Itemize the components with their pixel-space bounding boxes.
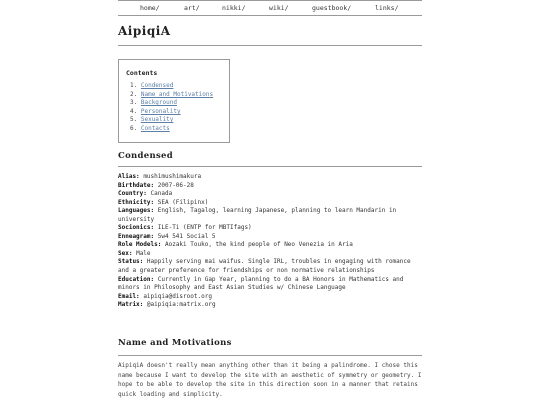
fact-value: Currently in Gap Year, planning to do a BA Honors in Mathematics and minors in Philosophy and East Asian Studies w/ Chinese Language [118, 275, 404, 292]
fact-value: Happily serving mai waifus. Single IRL, troubles in engaging with romance and a greater preference for friendships or non normative relationships [118, 258, 411, 275]
fact-birthdate [118, 182, 422, 191]
page-title: AipiqiA [118, 24, 171, 38]
toc-item [130, 99, 213, 108]
toc-list [130, 82, 213, 134]
toc-item-number: 3. [130, 99, 138, 107]
fact-socionics [118, 224, 422, 233]
fact-value: Male [136, 249, 151, 257]
toc-link-condensed[interactable]: Condensed [140, 82, 174, 89]
fact-label: Education: [118, 275, 155, 283]
toc-item [130, 108, 213, 117]
toc-item-number: 6. [130, 124, 138, 132]
toc-link-name-motivations[interactable]: Name and Motivations [140, 90, 214, 98]
fact-value: English, Tagalog, learning Japanese, planning to learn Mandarin in university [118, 207, 397, 223]
fact-enneagram [118, 233, 422, 242]
fact-label: Sex: [118, 249, 133, 257]
fact-value: 5w4 541 Social 5 [157, 232, 216, 240]
fact-value: 2007-06-28 [157, 181, 194, 189]
toc-item [130, 125, 213, 134]
fact-status [118, 258, 422, 275]
section-heading-name-motivations: Name and Motivations [118, 338, 232, 348]
name-motivations-paragraph: AipiqiA doesn't really mean anything other than it being a palindrome. I chose this name because I want to develop the site with an aesthetic of symmetry or geometry. I hope to be able to develop the site in this direction soon in a manner that retains quick loading and simplicity. [118, 362, 422, 398]
fact-value: Aozaki Touko, the kind people of Neo Venezia in Aria [164, 241, 353, 249]
nav-link-nikki[interactable]: nikki/ [222, 4, 246, 12]
fact-sex [118, 250, 422, 259]
toc-item-number: 5. [130, 116, 138, 124]
toc-link-personality[interactable]: Personality [140, 107, 181, 115]
fact-value: ILE-Ti (ENTP for MBTIfags) [157, 224, 252, 232]
title-divider [118, 45, 422, 46]
fact-value: Canada [150, 190, 173, 198]
fact-matrix [118, 301, 422, 310]
section-heading-condensed: Condensed [118, 151, 173, 161]
fact-email [118, 293, 422, 302]
toc-item [130, 91, 213, 100]
table-of-contents [118, 59, 230, 143]
fact-label: Socionics: [118, 224, 155, 232]
fact-role-models [118, 241, 422, 250]
section-divider [118, 166, 422, 167]
nav-link-guestbook[interactable]: guestbook/ [312, 4, 352, 12]
fact-ethnicity [118, 199, 422, 208]
fact-label: Enneagram: [118, 232, 155, 240]
toc-link-contacts[interactable]: Contacts [140, 124, 170, 132]
fact-label: Ethnicity: [118, 198, 155, 206]
nav-link-links[interactable]: links/ [375, 4, 399, 12]
fact-label: Matrix: [118, 301, 144, 309]
nav-link-home[interactable]: home/ [140, 4, 160, 12]
toc-item-number: 2. [130, 90, 138, 98]
fact-country [118, 190, 422, 199]
top-nav [118, 0, 422, 16]
fact-value: SEA (Filipinx) [157, 198, 209, 206]
fact-value: mushimushimakura [143, 173, 202, 180]
fact-value: aipiqia@disroot.org [143, 292, 212, 300]
nav-link-art[interactable]: art/ [184, 4, 200, 12]
fact-label: Email: [118, 292, 140, 300]
toc-item [130, 82, 213, 91]
fact-label: Country: [118, 190, 147, 198]
fact-label: Status: [118, 258, 144, 266]
fact-label: Role Models: [118, 241, 162, 249]
fact-education [118, 276, 422, 293]
fact-languages [118, 207, 422, 224]
toc-link-sexuality[interactable]: Sexuality [140, 116, 174, 124]
fact-label: Languages: [118, 207, 155, 215]
toc-link-background[interactable]: Background [140, 99, 177, 107]
fact-alias [118, 173, 422, 182]
condensed-facts [118, 173, 422, 310]
fact-label: Alias: [118, 173, 140, 180]
toc-item [130, 116, 213, 125]
fact-value: @aipiqia:matrix.org [146, 301, 216, 309]
nav-link-wiki[interactable]: wiki/ [269, 4, 289, 12]
toc-item-number: 4. [130, 107, 138, 115]
toc-title: Contents [126, 69, 158, 77]
section-divider [118, 355, 422, 356]
fact-label: Birthdate: [118, 181, 155, 189]
toc-item-number: 1. [130, 82, 138, 89]
